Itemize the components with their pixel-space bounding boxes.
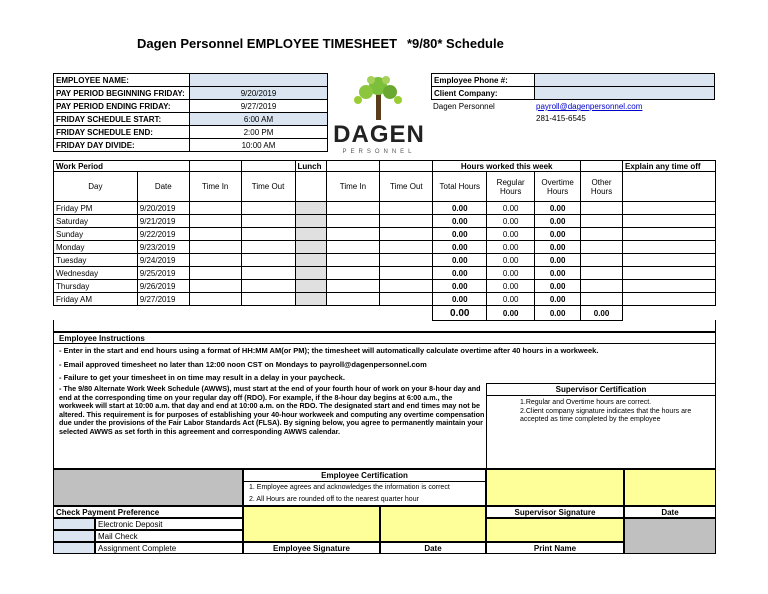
other-cell[interactable] (581, 254, 623, 267)
row-regular: 0.00 (502, 203, 519, 213)
overtime-hours-sum: 0.00 (549, 308, 566, 318)
pay-end-value: 9/27/2019 (190, 100, 328, 113)
other-cell[interactable] (581, 241, 623, 254)
col-time-in: Time In (201, 182, 229, 191)
time-in-cell[interactable] (189, 280, 241, 293)
timesheet-table (53, 160, 716, 321)
col-lunch-time-in: Time In (339, 182, 367, 191)
explain-cell[interactable] (623, 215, 716, 228)
lunch-out-cell[interactable] (380, 293, 433, 306)
other-cell[interactable] (581, 280, 623, 293)
time-out-cell[interactable] (241, 254, 295, 267)
other-hours-sum: 0.00 (593, 308, 610, 318)
instructions-heading: Employee Instructions (59, 334, 145, 343)
lunch-spacer (295, 202, 326, 215)
awws-instruction: - The 9/80 Alternate Work Week Schedule (AWWS), must start at the end of your fourth hour of work on your 8-hour day and end at the corresponding time on your regular day off (RDO). For example, if the 8-hour day begins at 6:00 a.m., the workweek will start at 10:00 a.m. that day and end at 10:00 a.m. on the RDO. The designated start and end times may not be altered. This requirement is for purposes of establishing your 40-hour workweek and computing any overtime compensation due under the provisions of the Fair Labor Standards Act (FLSA). By signing below, you agree to permanently maintain your selected AWWS as set forth in this agreement and corresponding AWWS calendar. (59, 384, 485, 436)
row-day: Wednesday (56, 268, 99, 278)
lunch-in-cell[interactable] (326, 254, 380, 267)
employee-info-table (53, 73, 328, 152)
row-overtime: 0.00 (549, 294, 566, 304)
time-in-cell[interactable] (189, 293, 241, 306)
phone-label: Employee Phone #: (434, 75, 508, 85)
row-day: Saturday (56, 216, 89, 226)
friday-end-value: 2:00 PM (190, 126, 328, 139)
info-label-employee-name: EMPLOYEE NAME: (56, 75, 129, 85)
supervisor-cert-heading: Supervisor Certification (555, 385, 647, 394)
row-date: 9/20/2019 (139, 203, 176, 213)
row-date: 9/25/2019 (139, 268, 176, 278)
lunch-spacer (295, 228, 326, 241)
row-day: Tuesday (56, 255, 87, 265)
electronic-deposit-label: Electronic Deposit (95, 518, 243, 530)
table-row (54, 254, 716, 267)
company-phone: 281-415-6545 (536, 114, 586, 123)
instruction-item: - Email approved timesheet no later than 12:00 noon CST on Mondays to payroll@dagenpersonnel.com (59, 360, 427, 369)
row-overtime: 0.00 (549, 281, 566, 291)
row-day: Friday AM (56, 294, 93, 304)
row-regular: 0.00 (502, 216, 519, 226)
gray-block-left (53, 469, 243, 506)
col-lunch-time-out: Time Out (390, 182, 423, 191)
client-info-table (431, 73, 715, 100)
work-period-label: Work Period (56, 161, 103, 171)
hours-worked-label: Hours worked this week (460, 161, 553, 171)
time-out-cell[interactable] (241, 215, 295, 228)
row-regular: 0.00 (502, 294, 519, 304)
lunch-out-cell[interactable] (380, 254, 433, 267)
lunch-in-cell[interactable] (326, 241, 380, 254)
row-overtime: 0.00 (549, 255, 566, 265)
instructions-divider (53, 343, 716, 344)
payment-heading: Check Payment Preference (53, 506, 243, 518)
table-row (54, 228, 716, 241)
spacer-row (53, 320, 716, 332)
explain-cell[interactable] (623, 267, 716, 280)
row-total: 0.00 (451, 229, 468, 239)
payroll-email-link[interactable]: payroll@dagenpersonnel.com (536, 102, 643, 111)
lunch-out-cell[interactable] (380, 241, 433, 254)
lunch-out-cell[interactable] (380, 215, 433, 228)
col-day: Day (88, 182, 103, 191)
row-regular: 0.00 (502, 268, 519, 278)
row-total: 0.00 (451, 242, 468, 252)
lunch-in-cell[interactable] (326, 267, 380, 280)
row-regular: 0.00 (502, 242, 519, 252)
row-regular: 0.00 (502, 281, 519, 291)
time-in-cell[interactable] (189, 267, 241, 280)
row-total: 0.00 (451, 268, 468, 278)
col-other-hours: Other Hours (590, 177, 613, 196)
row-day: Sunday (56, 229, 84, 239)
explain-cell[interactable] (623, 254, 716, 267)
employee-cert-line1: 1. Employee agrees and acknowledges the information is correct (249, 484, 450, 491)
lunch-out-cell[interactable] (380, 267, 433, 280)
supervisor-cert-line1: 1.Regular and Overtime hours are correct. (520, 399, 652, 406)
pay-begin-field[interactable]: 9/20/2019 (190, 87, 328, 100)
lunch-in-cell[interactable] (326, 228, 380, 241)
lunch-spacer (295, 254, 326, 267)
assignment-complete-checkbox[interactable] (53, 542, 95, 554)
lunch-out-cell[interactable] (380, 202, 433, 215)
employee-date-area[interactable] (380, 506, 486, 542)
time-in-cell[interactable] (189, 254, 241, 267)
row-overtime: 0.00 (549, 242, 566, 252)
client-field[interactable] (535, 87, 715, 100)
lunch-in-cell[interactable] (326, 280, 380, 293)
explain-cell[interactable] (623, 241, 716, 254)
row-total: 0.00 (451, 294, 468, 304)
logo-wordmark: DAGEN (333, 121, 425, 148)
employee-name-field[interactable] (190, 74, 328, 87)
total-hours-sum: 0.00 (450, 307, 470, 319)
mail-check-label: Mail Check (95, 530, 243, 542)
client-label: Client Company: (434, 88, 498, 98)
row-overtime: 0.00 (549, 268, 566, 278)
print-name-label: Print Name (486, 542, 624, 554)
info-label-friday-end: FRIDAY SCHEDULE END: (56, 127, 153, 137)
totals-row (54, 306, 716, 321)
table-row (54, 280, 716, 293)
table-row (54, 241, 716, 254)
row-date: 9/26/2019 (139, 281, 176, 291)
page-title: Dagen Personnel EMPLOYEE TIMESHEET (137, 36, 398, 51)
dagen-logo (333, 72, 425, 155)
explain-label: Explain any time off (625, 161, 701, 171)
day-divide-value: 10:00 AM (190, 139, 328, 152)
row-overtime: 0.00 (549, 229, 566, 239)
row-overtime: 0.00 (549, 216, 566, 226)
explain-cell[interactable] (623, 293, 716, 306)
info-label-pay-end: PAY PERIOD ENDING FRIDAY: (56, 101, 171, 111)
employee-signature-area[interactable] (243, 506, 380, 542)
explain-cell[interactable] (623, 280, 716, 293)
row-total: 0.00 (451, 281, 468, 291)
supervisor-date-area[interactable] (624, 469, 716, 506)
other-cell[interactable] (581, 228, 623, 241)
employee-cert-divider (243, 481, 486, 482)
gray-block-right (624, 518, 716, 554)
row-date: 9/21/2019 (139, 216, 176, 226)
lunch-spacer (295, 280, 326, 293)
supervisor-signature-label: Supervisor Signature (486, 506, 624, 518)
supervisor-signature-area[interactable] (486, 469, 624, 506)
time-out-cell[interactable] (241, 280, 295, 293)
info-label-pay-begin: PAY PERIOD BEGINNING FRIDAY: (56, 88, 185, 98)
logo-subtitle: PERSONNEL (342, 149, 416, 155)
time-out-cell[interactable] (241, 293, 295, 306)
print-name-area[interactable] (486, 518, 624, 542)
explain-cell[interactable] (623, 228, 716, 241)
employee-cert-heading: Employee Certification (321, 471, 408, 480)
supervisor-cert-line2: 2.Client company signature indicates that the hours are accepted as time completed by the employee (520, 408, 692, 423)
table-row (54, 267, 716, 280)
lunch-out-cell[interactable] (380, 280, 433, 293)
lunch-in-cell[interactable] (326, 202, 380, 215)
time-in-cell[interactable] (189, 202, 241, 215)
row-day: Thursday (56, 281, 90, 291)
time-out-cell[interactable] (241, 202, 295, 215)
lunch-in-cell[interactable] (326, 293, 380, 306)
time-in-cell[interactable] (189, 241, 241, 254)
lunch-spacer (295, 241, 326, 254)
row-overtime: 0.00 (549, 203, 566, 213)
time-out-cell[interactable] (241, 228, 295, 241)
lunch-out-cell[interactable] (380, 228, 433, 241)
col-total-hours: Total Hours (439, 182, 480, 191)
row-day: Monday (56, 242, 85, 252)
time-out-cell[interactable] (241, 241, 295, 254)
row-regular: 0.00 (502, 229, 519, 239)
col-regular-hours: Regular Hours (496, 177, 525, 196)
friday-start-field[interactable]: 6:00 AM (190, 113, 328, 126)
info-label-friday-start: FRIDAY SCHEDULE START: (56, 114, 162, 124)
row-total: 0.00 (451, 203, 468, 213)
table-row (54, 202, 716, 215)
lunch-in-cell[interactable] (326, 215, 380, 228)
lunch-label: Lunch (297, 161, 322, 171)
other-cell[interactable] (581, 202, 623, 215)
table-row (54, 215, 716, 228)
assignment-complete-label: Assignment Complete (95, 542, 243, 554)
tree-logo-icon (333, 72, 425, 122)
time-in-cell[interactable] (189, 228, 241, 241)
lunch-spacer (295, 215, 326, 228)
col-date: Date (154, 182, 172, 191)
schedule-title: *9/80* Schedule (407, 36, 504, 51)
instruction-item: - Enter in the start and end hours using a format of HH:MM AM(or PM); the timesheet will automatically calculate overtime after 40 hours in a workweek. (59, 346, 599, 355)
employee-signature-label: Employee Signature (243, 542, 380, 554)
mail-check-checkbox[interactable] (53, 530, 95, 542)
table-row (54, 293, 716, 306)
time-in-cell[interactable] (189, 215, 241, 228)
instruction-item: - Failure to get your timesheet in on time may result in a delay in your paycheck. (59, 373, 345, 382)
phone-field[interactable] (535, 74, 715, 87)
col-time-out: Time Out (251, 182, 285, 191)
row-regular: 0.00 (502, 255, 519, 265)
lunch-spacer (295, 267, 326, 280)
col-overtime-hours: Overtime Hours (541, 177, 574, 196)
explain-cell[interactable] (623, 202, 716, 215)
electronic-deposit-checkbox[interactable] (53, 518, 95, 530)
other-cell[interactable] (581, 215, 623, 228)
info-label-day-divide: FRIDAY DAY DIVIDE: (56, 140, 135, 150)
regular-hours-sum: 0.00 (502, 308, 519, 318)
row-date: 9/22/2019 (139, 229, 176, 239)
other-cell[interactable] (581, 293, 623, 306)
other-cell[interactable] (581, 267, 623, 280)
row-total: 0.00 (451, 255, 468, 265)
time-out-cell[interactable] (241, 267, 295, 280)
company-name: Dagen Personnel (433, 102, 495, 111)
row-date: 9/27/2019 (139, 294, 176, 304)
supervisor-cert-divider (486, 395, 716, 396)
row-date: 9/24/2019 (139, 255, 176, 265)
row-total: 0.00 (451, 216, 468, 226)
row-date: 9/23/2019 (139, 242, 176, 252)
employee-date-label: Date (380, 542, 486, 554)
lunch-spacer (295, 293, 326, 306)
supervisor-date-label: Date (624, 506, 716, 518)
employee-cert-line2: 2. All Hours are rounded off to the nearest quarter hour (249, 496, 419, 503)
row-day: Friday PM (56, 203, 93, 213)
